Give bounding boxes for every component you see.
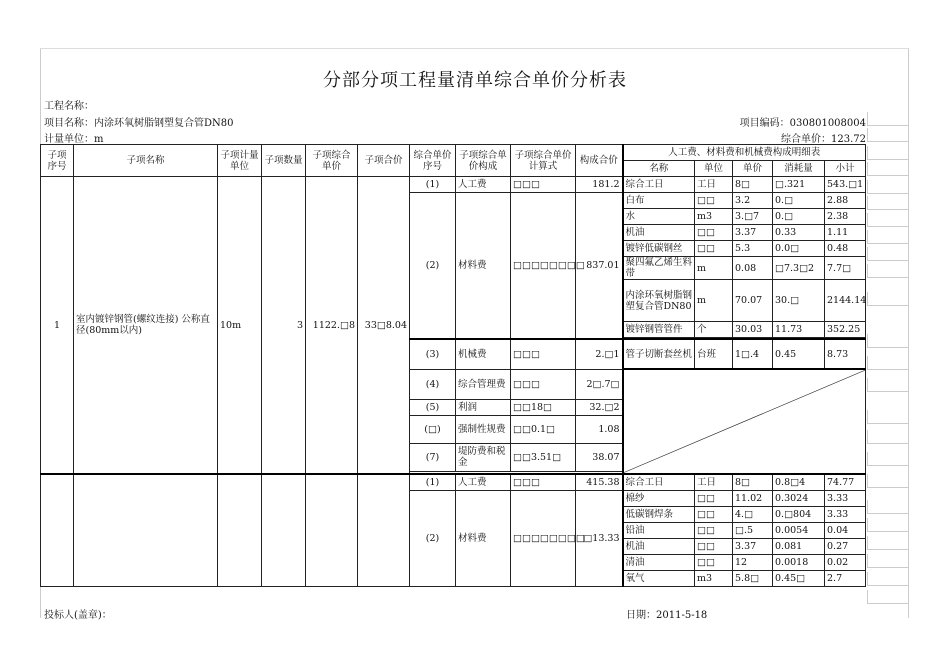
- detail-unit: □□: [695, 225, 733, 241]
- detail-sub: 1.11: [825, 225, 866, 241]
- comp-value: 181.2: [576, 177, 623, 193]
- detail-qty: □7.3□2: [773, 257, 825, 280]
- diagonal-line: [624, 370, 866, 473]
- grid-cell: [867, 128, 909, 142]
- detail-qty: 0.081: [773, 539, 825, 555]
- item-unit-price-empty: [306, 474, 358, 587]
- grid-cell: [867, 410, 909, 424]
- comp-seq: (4): [410, 369, 456, 399]
- comp-value: 1.08: [576, 415, 623, 443]
- detail-name: 氧气: [623, 571, 695, 587]
- grid-cell: [867, 554, 909, 568]
- detail-unit: 工日: [695, 177, 733, 193]
- detail-price: 30.03: [733, 322, 773, 338]
- detail-qty: 0.□804: [773, 507, 825, 523]
- item-qty-empty: [262, 474, 306, 587]
- detail-price: 3.□7: [733, 209, 773, 225]
- col-header-comp-seq: 综合单价序号: [410, 145, 456, 177]
- detail-sub: 3.33: [825, 491, 866, 507]
- detail-unit: m3: [695, 571, 733, 587]
- detail-unit: □□: [695, 507, 733, 523]
- detail-qty: 0.0054: [773, 523, 825, 539]
- comp-name: 材料费: [456, 193, 511, 340]
- detail-price: 3.37: [733, 225, 773, 241]
- detail-qty: 30.□: [773, 280, 825, 322]
- header-row: [41, 145, 866, 161]
- grid-cell: [867, 146, 909, 160]
- comp-value: 837.01: [576, 193, 623, 340]
- col-header-d-unit: 单位: [695, 161, 733, 177]
- detail-qty: 0.□: [773, 209, 825, 225]
- comp-formula: □□□□□□□□: [511, 491, 576, 587]
- comp-name: 材料费: [456, 491, 511, 587]
- item-name: 项目名称：内涂环氧树脂钢塑复合管DN80: [44, 118, 234, 129]
- detail-price: 12: [733, 555, 773, 571]
- grid-cell: [867, 213, 909, 227]
- grid-cell: [867, 247, 909, 261]
- item-seq-empty: [41, 474, 74, 587]
- detail-name: 内涂环氧树脂钢塑复合管DN80: [623, 280, 695, 322]
- analysis-table: [40, 144, 866, 587]
- detail-unit: □□: [695, 491, 733, 507]
- col-header-d-price: 单价: [733, 161, 773, 177]
- detail-qty: 11.73: [773, 322, 825, 338]
- comp-value: 2.□1: [576, 339, 623, 369]
- col-header-d-sub: 小计: [825, 161, 866, 177]
- detail-name: 清油: [623, 555, 695, 571]
- detail-unit: m3: [695, 209, 733, 225]
- detail-qty: □.321: [773, 177, 825, 193]
- detail-name: 聚四氟乙烯生料带: [623, 257, 695, 280]
- comp-formula: □□18□: [511, 399, 576, 415]
- detail-price: 70.07: [733, 280, 773, 322]
- detail-unit: □□: [695, 539, 733, 555]
- comp-value: 415.38: [576, 474, 623, 491]
- detail-sub: 2.7: [825, 571, 866, 587]
- detail-unit: □□: [695, 523, 733, 539]
- detail-sub: 352.25: [825, 322, 866, 338]
- comp-seq: (2): [410, 193, 456, 340]
- col-header-unit-price: 子项综合单价: [306, 145, 358, 177]
- item-code: 项目编码：030801008004: [739, 118, 866, 129]
- detail-sub: 0.48: [825, 241, 866, 257]
- detail-qty: 0.0□: [773, 241, 825, 257]
- detail-price: 11.02: [733, 491, 773, 507]
- grid-cell: [867, 356, 909, 370]
- detail-unit: m: [695, 280, 733, 322]
- detail-sub: 0.02: [825, 555, 866, 571]
- detail-name: 管子切断套丝机: [623, 339, 695, 369]
- detail-name: 综合工日: [623, 474, 695, 491]
- comp-formula: □□□: [511, 474, 576, 491]
- comp-formula: □□□□□□□□: [511, 193, 576, 340]
- detail-name: 机油: [623, 225, 695, 241]
- col-header-detail-group: 人工费、材料费和机械费构成明细表: [623, 145, 866, 161]
- grid-cell: [867, 536, 909, 550]
- detail-price: 3.2: [733, 193, 773, 209]
- detail-sub: 2144.14: [825, 280, 866, 322]
- comp-formula: □□□: [511, 369, 576, 399]
- detail-qty: 0.0018: [773, 555, 825, 571]
- comp-seq: (3): [410, 339, 456, 369]
- detail-price: 8□: [733, 177, 773, 193]
- item-total: 33□8.04: [358, 177, 410, 475]
- col-header-comp-total: 构成合价: [576, 145, 623, 177]
- detail-sub: 74.77: [825, 474, 866, 491]
- project-name-label: 工程名称：: [44, 101, 94, 112]
- page-title: 分部分项工程量清单综合单价分析表: [323, 70, 627, 91]
- comp-seq: (□): [410, 415, 456, 443]
- grid-cell: [867, 112, 909, 126]
- grid-cell: [867, 518, 909, 532]
- grid-cell: [867, 334, 909, 348]
- detail-unit: □□: [695, 193, 733, 209]
- comp-value: 2□.7□: [576, 369, 623, 399]
- col-header-seq: 子项序号: [41, 145, 74, 177]
- grid-cell: [867, 292, 909, 306]
- detail-qty: 0.33: [773, 225, 825, 241]
- grid-cell: [867, 590, 909, 604]
- detail-name: 镀锌钢管管件: [623, 322, 695, 338]
- date-label: 日期：2011-5-18: [626, 610, 708, 621]
- page-border-top: [40, 48, 909, 49]
- col-header-d-name: 名称: [623, 161, 695, 177]
- comp-seq: (1): [410, 474, 456, 491]
- col-header-d-qty: 消耗量: [773, 161, 825, 177]
- diagonal-blank-cell: [623, 369, 866, 473]
- grid-cell: [867, 500, 909, 514]
- detail-price: 8□: [733, 474, 773, 491]
- item-name: 室内镀锌钢管(螺纹连接) 公称直径(80mm以内): [74, 177, 218, 475]
- detail-price: 5.8□: [733, 571, 773, 587]
- comp-name: 人工费: [456, 177, 511, 193]
- comp-value: 32.□2: [576, 399, 623, 415]
- grid-cell: [867, 452, 909, 466]
- detail-name: 低碳钢焊条: [623, 507, 695, 523]
- comp-name: 人工费: [456, 474, 511, 491]
- item-total-empty: [358, 474, 410, 587]
- detail-sub: 8.73: [825, 339, 866, 369]
- detail-unit: □□: [695, 241, 733, 257]
- bidder-label: 投标人(盖章)：: [44, 610, 112, 621]
- col-header-total: 子项合价: [358, 145, 410, 177]
- detail-name: 铅油: [623, 523, 695, 539]
- detail-name: 棉纱: [623, 491, 695, 507]
- comp-name: 综合管理费: [456, 369, 511, 399]
- detail-price: 0.08: [733, 257, 773, 280]
- detail-unit: □□: [695, 555, 733, 571]
- grid-cell: [867, 196, 909, 210]
- comp-formula: □□□: [511, 339, 576, 369]
- col-header-formula: 子项综合单价计算式: [511, 145, 576, 177]
- grid-cell: [867, 162, 909, 176]
- item-unit-price: 1122.□8: [306, 177, 358, 475]
- detail-price: 1□.4: [733, 339, 773, 369]
- detail-qty: 0.45□: [773, 571, 825, 587]
- grid-cell: [867, 264, 909, 278]
- detail-price: 4.□: [733, 507, 773, 523]
- col-header-unit: 子项计量单位: [218, 145, 262, 177]
- grid-cell: [867, 430, 909, 444]
- detail-name: 综合工日: [623, 177, 695, 193]
- comp-name: 强制性规费: [456, 415, 511, 443]
- grid-cell: [867, 230, 909, 244]
- comp-formula: □□3.51□: [511, 443, 576, 471]
- col-header-name: 子项名称: [74, 145, 218, 177]
- detail-sub: 3.33: [825, 507, 866, 523]
- measure-unit: 计量单位：m: [44, 134, 104, 145]
- table-row: [41, 177, 866, 193]
- item-unit: 10m: [218, 177, 262, 475]
- comp-formula: □□0.1□: [511, 415, 576, 443]
- col-header-comp-name: 子项综合单价构成: [456, 145, 511, 177]
- item-name-empty: [74, 474, 218, 587]
- table-row: [41, 474, 866, 491]
- comp-name: 机械费: [456, 339, 511, 369]
- item-seq: 1: [41, 177, 74, 475]
- grid-cell: [867, 572, 909, 586]
- detail-unit: 台班: [695, 339, 733, 369]
- detail-unit: 个: [695, 322, 733, 338]
- grid-cell: [867, 474, 909, 488]
- detail-name: 镀锌低碳钢丝: [623, 241, 695, 257]
- detail-qty: 0.45: [773, 339, 825, 369]
- detail-sub: 0.27: [825, 539, 866, 555]
- detail-qty: 0.8□4: [773, 474, 825, 491]
- detail-name: 水: [623, 209, 695, 225]
- comp-seq: (1): [410, 177, 456, 193]
- detail-sub: 0.04: [825, 523, 866, 539]
- comp-seq: (2): [410, 491, 456, 587]
- col-header-qty: 子项数量: [262, 145, 306, 177]
- detail-sub: 543.□1: [825, 177, 866, 193]
- detail-sub: 7.7□: [825, 257, 866, 280]
- comp-name: 利润: [456, 399, 511, 415]
- detail-price: 3.37: [733, 539, 773, 555]
- detail-unit: 工日: [695, 474, 733, 491]
- grid-cell: [867, 378, 909, 392]
- comp-seq: (5): [410, 399, 456, 415]
- detail-unit: m: [695, 257, 733, 280]
- detail-sub: 2.88: [825, 193, 866, 209]
- detail-qty: 0.3024: [773, 491, 825, 507]
- detail-price: 5.3: [733, 241, 773, 257]
- grid-cell: [867, 180, 909, 194]
- detail-price: □.5: [733, 523, 773, 539]
- detail-name: 白布: [623, 193, 695, 209]
- comp-formula: □□□: [511, 177, 576, 193]
- unit-price: 综合单价：123.72: [781, 134, 866, 145]
- detail-qty: 0.□: [773, 193, 825, 209]
- detail-name: 机油: [623, 539, 695, 555]
- comp-value: □13.33: [576, 491, 623, 587]
- comp-name: 堤防费和税金: [456, 443, 511, 471]
- item-qty: 3: [262, 177, 306, 475]
- comp-value: 38.07: [576, 443, 623, 471]
- item-unit-empty: [218, 474, 262, 587]
- detail-sub: 2.38: [825, 209, 866, 225]
- comp-seq: (7): [410, 443, 456, 471]
